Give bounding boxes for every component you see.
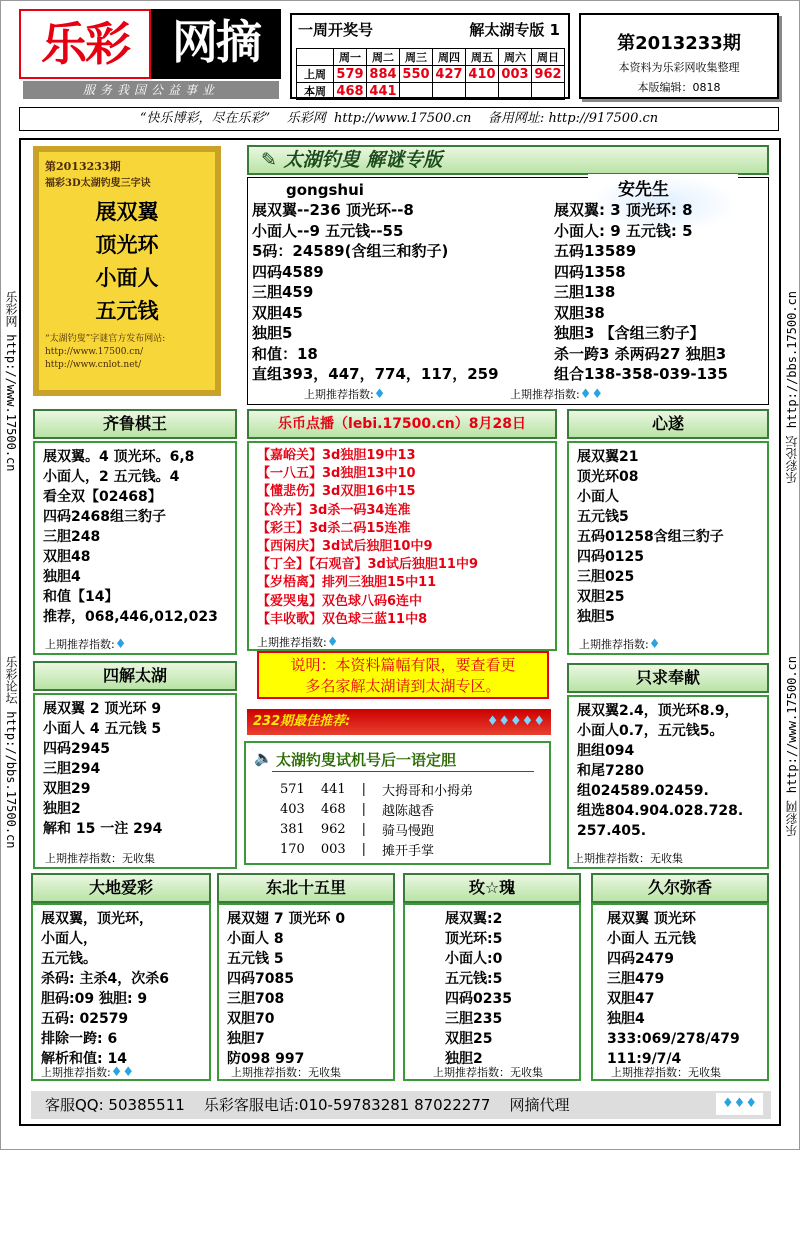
dadi-line: 展双翼，顶光环， [41, 911, 153, 927]
poster-site1[interactable]: http://www.17500.cn/ [45, 347, 144, 357]
meigui-line: 独胆2 [445, 1051, 483, 1067]
diamond-icon: ♦ [373, 387, 386, 402]
draw-number: 579 [334, 66, 367, 83]
anxiansheng-line: 杀一跨3 杀两码27 独胆3 [554, 344, 727, 363]
meigui-line: 展双翼:2 [445, 911, 503, 927]
weekly-draw-table [296, 48, 565, 100]
lebi-box [247, 441, 557, 651]
dadi-line: 小面人， [41, 931, 97, 947]
footer-phone: 乐彩客服电话:010-59783281 87022277 [203, 1096, 491, 1114]
banner-slogan: “快乐博彩，尽在乐彩” [139, 111, 271, 126]
anxiansheng-name: 安先生 [618, 180, 669, 200]
xinsui-line: 顶光环08 [577, 469, 639, 485]
logo [19, 9, 281, 79]
sijie-line: 独胆2 [43, 801, 81, 817]
collect-note: 本资料为乐彩网收集整理 [618, 61, 740, 74]
zhiqiu-hint: 上期推荐指数：无收集 [573, 852, 683, 865]
xinsui-line: 五元钱5 [577, 509, 629, 525]
xinsui-line: 五码01258含组三豹子 [577, 529, 724, 545]
anxiansheng-line: 三胆138 [554, 283, 616, 301]
draw-number: 884 [367, 66, 400, 83]
poster-line: 顶光环 [95, 232, 159, 257]
dongbei-line: 三胆708 [227, 991, 285, 1007]
draw-number: 962 [532, 66, 565, 83]
xinsui-line: 四码0125 [577, 549, 644, 565]
anxiansheng-line: 双胆38 [554, 303, 605, 322]
gongshui-hint: 上期推荐指数:♦ [304, 387, 386, 402]
gongshui-line: 四码4589 [252, 262, 324, 281]
issue-box [579, 13, 779, 99]
banner-backup-label: 备用网址: [487, 111, 545, 126]
dongbei-line: 四码7085 [227, 971, 294, 987]
logo-left: 乐彩 [19, 9, 151, 79]
dongbei-line: 防098 997 [227, 1051, 305, 1067]
anxiansheng-line: 展双翼: 3 顶光环: 8 [554, 201, 693, 219]
draw-number [400, 83, 433, 100]
jiuer-line: 111:9/7/4 [607, 1051, 682, 1067]
jiuer-line: 333:069/278/479 [607, 1031, 740, 1047]
xinsui-header: 心遂 [567, 409, 769, 439]
jiuer-line: 展双翼 顶光环 [607, 911, 696, 927]
poster-line: 展双翼 [95, 199, 159, 224]
weekday: 周四 [433, 49, 466, 66]
poster-publish-note: “太湖钓叟”字谜官方发布网站: [45, 334, 166, 344]
dadi-hint: 上期推荐指数:♦♦ [41, 1065, 135, 1080]
taihu-header [247, 145, 769, 175]
xinsui-line: 独胆5 [577, 609, 615, 625]
meigui-box [403, 903, 581, 1081]
qilu-hint: 上期推荐指数:♦ [45, 637, 127, 652]
side-left-bottom[interactable]: 乐彩论坛 http://bbs.17500.cn [4, 656, 18, 849]
side-left-top[interactable]: 乐彩网 http://www.17500.cn [4, 291, 18, 472]
jiuer-header: 久尔弥香 [591, 873, 769, 903]
lebi-header[interactable]: 乐币点播（lebi.17500.cn）8月28日 [247, 409, 557, 439]
taihu-title: 太湖钓叟 解谜专版 [283, 149, 443, 171]
sijie-line: 展双翼 2 顶光环 9 [43, 701, 162, 717]
dongbei-line: 展双翅 7 顶光环 0 [227, 911, 346, 927]
footer-qq: 客服QQ: 50385511 [45, 1096, 185, 1114]
sijie-line: 小面人 4 五元钱 5 [43, 721, 162, 737]
meigui-line: 三胆235 [445, 1011, 503, 1027]
lebi-line: 【丁全】【石观音】3d试后独胆11中9 [257, 557, 478, 573]
dongbei-hint: 上期推荐指数：无收集 [231, 1066, 341, 1079]
qilu-line: 和值【14】 [43, 589, 119, 605]
xinsui-line: 小面人 [577, 489, 619, 505]
editor: 本版编辑：0818 [637, 81, 721, 94]
draw-number: 441 [367, 83, 400, 100]
meigui-header: 玫☆瑰 [403, 873, 581, 903]
anxiansheng-line: 五码13589 [554, 242, 637, 260]
gongshui-line: 独胆5 [252, 324, 293, 342]
issue-number: 第2013233期 [617, 33, 741, 54]
qilu-line: 展双翼。4 顶光环。6,8 [43, 449, 195, 465]
zhiqiu-line: 257.405. [577, 823, 647, 839]
sijie-header: 四解太湖 [33, 661, 237, 691]
poster-issue: 第2013233期 [45, 160, 121, 173]
draw-number: 003 [499, 66, 532, 83]
sijie-line: 三胆294 [43, 761, 101, 777]
diamond-icon: ♦♦♦ [716, 1093, 763, 1115]
gongshui-name: gongshui [286, 181, 364, 199]
jiuer-line: 三胆479 [607, 971, 665, 987]
gongshui-line: 直组393，447，774，117，259 [252, 365, 499, 383]
draw-number [433, 83, 466, 100]
lebi-line: 【丰收歌】双色球三蓝11中8 [257, 611, 428, 627]
dongbei-box [217, 903, 395, 1081]
jiuer-line: 独胆4 [607, 1011, 645, 1027]
dongbei-line: 独胆7 [227, 1031, 265, 1047]
anxiansheng-line: 组合138-358-039-135 [554, 365, 728, 383]
dadi-line: 排除一跨: 6 [41, 1031, 118, 1047]
lebi-line: 【懂悲伤】3d双胆16中15 [257, 484, 416, 500]
zhiqiu-line: 胆组094 [577, 743, 635, 759]
anxiansheng-line: 独胆3 【含组三豹子】 [554, 324, 705, 342]
side-right-bottom[interactable]: 乐彩网 http://www.17500.cn [785, 656, 799, 837]
meigui-line: 小面人:0 [445, 951, 503, 967]
taihu-content [247, 177, 769, 405]
zhiqiu-line: 小面人0.7，五元钱5。 [577, 723, 724, 739]
sijie-line: 双胆29 [43, 781, 91, 797]
dongbei-line: 小面人 8 [227, 931, 284, 947]
trial-title: 太湖钓叟试机号后一语定胆 [276, 751, 457, 769]
diamond-icon: ♦♦ [579, 387, 604, 402]
gongshui-line: 三胆459 [252, 283, 314, 301]
sijie-line: 解和 15 一注 294 [43, 821, 163, 837]
banner-site-url[interactable]: http://www.17500.cn [333, 111, 472, 126]
lebi-hint: 上期推荐指数:♦ [257, 635, 339, 650]
xinsui-hint: 上期推荐指数:♦ [579, 637, 661, 652]
diamond-icon: ♦ [326, 635, 339, 650]
side-right-top[interactable]: 乐彩论坛 http://bbs.17500.cn [785, 291, 799, 484]
weekday: 周日 [532, 49, 565, 66]
xinsui-box [567, 441, 769, 655]
dadi-line: 胆码:09 独胆: 9 [41, 991, 148, 1007]
poster-subtitle: 福彩3D太湖钓叟三字诀 [45, 178, 151, 189]
lebi-line: 【爱哭鬼】双色球八码6连中 [257, 593, 423, 609]
sijie-line: 四码2945 [43, 741, 110, 757]
weekday: 周五 [466, 49, 499, 66]
anxiansheng-line: 小面人: 9 五元钱: 5 [554, 221, 693, 240]
gongshui-line: 小面人--9 五元钱--55 [252, 221, 404, 240]
qilu-line: 独胆4 [43, 569, 81, 585]
meigui-hint: 上期推荐指数：无收集 [433, 1066, 543, 1079]
zhiqiu-line: 组选804.904.028.728. [577, 803, 744, 819]
draw-number: 550 [400, 66, 433, 83]
best-label: 232期最佳推荐: [253, 714, 351, 729]
book-icon: ✎ [261, 149, 277, 171]
xinsui-line: 双胆25 [577, 589, 625, 605]
qilu-header: 齐鲁棋王 [33, 409, 237, 439]
zhiqiu-line: 组024589.02459. [577, 783, 709, 799]
sijie-hint: 上期推荐指数：无收集 [45, 852, 155, 865]
dongbei-line: 五元钱 5 [227, 951, 284, 967]
trial-box [244, 741, 551, 865]
anxiansheng-hint: 上期推荐指数:♦♦ [510, 387, 604, 402]
trial-table [272, 779, 481, 859]
week-title: 一周开奖号 [298, 21, 374, 39]
draw-number [532, 83, 565, 100]
jiuer-hint: 上期推荐指数：无收集 [611, 1066, 721, 1079]
jiuer-line: 四码2479 [607, 951, 674, 967]
diamond-icon: ♦ [114, 637, 127, 652]
speaker-icon: 🔈 [254, 749, 273, 767]
trial-divider [272, 771, 534, 772]
dongbei-header: 东北十五里 [217, 873, 395, 903]
logo-right: 网摘 [151, 9, 281, 79]
draw-number: 468 [334, 83, 367, 100]
gongshui-line: 双胆45 [252, 303, 303, 322]
qilu-line: 三胆248 [43, 529, 101, 545]
poster-line: 小面人 [95, 265, 159, 290]
zhiqiu-line: 展双翼2.4，顶光环8.9， [577, 703, 739, 719]
slogan: 服务我国公益事业 [23, 81, 279, 99]
dadi-header: 大地爱彩 [31, 873, 211, 903]
weekday: 周三 [400, 49, 433, 66]
draw-number [466, 83, 499, 100]
lebi-line: 【嘉峪关】3d独胆19中13 [257, 448, 416, 463]
footer-bar [31, 1091, 771, 1119]
anxiansheng-line: 四码1358 [554, 262, 626, 281]
qilu-line: 看全双【02468】 [43, 489, 162, 505]
qilu-line: 四码2468组三豹子 [43, 509, 166, 525]
meigui-line: 顶光环:5 [445, 931, 503, 947]
last-week-label: 上周 [297, 66, 334, 83]
banner-backup-url[interactable]: http://917500.cn [548, 111, 659, 126]
banner-site-name: 乐彩网 [286, 111, 326, 126]
footer-agent[interactable]: 网摘代理 [509, 1096, 570, 1114]
meigui-line: 四码0235 [445, 991, 512, 1007]
zhiqiu-header: 只求奉献 [567, 663, 769, 693]
dadi-line: 五码: 02579 [41, 1011, 129, 1027]
dadi-line: 解析和值: 14 [41, 1051, 127, 1067]
gongshui-line: 和值：18 [252, 344, 318, 363]
lebi-line: 【一八五】3d独胆13中10 [257, 466, 416, 482]
lebi-line: 【西闲庆】3d试后独胆10中9 [257, 539, 433, 555]
lebi-line: 【岁梧离】排列三独胆15中11 [257, 575, 437, 591]
jiuer-line: 双胆47 [607, 991, 655, 1007]
qilu-line: 推荐，068,446,012,023 [43, 609, 218, 625]
note-line: 说明：本资料篇幅有限，要查看更 [290, 656, 516, 674]
dadi-box [31, 903, 211, 1081]
poster-line: 五元钱 [95, 298, 159, 323]
dadi-line: 五元钱。 [41, 951, 97, 967]
weekly-draw-box [290, 13, 570, 99]
xinsui-line: 展双翼21 [577, 449, 639, 465]
this-week-label: 本周 [297, 83, 334, 100]
gongshui-line: 展双翼--236 顶光环--8 [252, 201, 414, 219]
weekday: 周六 [499, 49, 532, 66]
xinsui-line: 三胆025 [577, 569, 635, 585]
weekday: 周二 [367, 49, 400, 66]
weekday: 周一 [334, 49, 367, 66]
poster-site2[interactable]: http://www.cnlot.net/ [45, 360, 142, 370]
meigui-line: 五元钱:5 [445, 971, 503, 987]
diamond-icon: ♦♦♦♦♦ [486, 714, 545, 729]
zhiqiu-line: 和尾7280 [577, 763, 644, 779]
dongbei-line: 双胆70 [227, 1011, 275, 1027]
edition-title: 解太湖专版 1 [469, 21, 560, 39]
draw-number [499, 83, 532, 100]
best-recommend-bar [247, 709, 551, 735]
lebi-line: 【冷卉】3d杀一码34连准 [257, 502, 411, 518]
qilu-box [33, 441, 237, 655]
taihu-poster [33, 146, 221, 396]
trial-row: 381 962 | 骑马慢跑 [280, 821, 435, 839]
gongshui-line: 5码：24589(含组三和豹子) [252, 242, 449, 260]
jiuer-line: 小面人 五元钱 [607, 931, 696, 947]
trial-row: 403 468 | 越陈越香 [280, 801, 435, 819]
meigui-line: 双胆25 [445, 1031, 493, 1047]
note-box [257, 651, 549, 699]
dadi-line: 杀码: 主杀4，次杀6 [41, 971, 169, 987]
note-line: 多名家解太湖请到太湖专区。 [305, 677, 501, 695]
diamond-icon: ♦ [648, 637, 661, 652]
qilu-line: 双胆48 [43, 549, 91, 565]
draw-number: 410 [466, 66, 499, 83]
zhiqiu-box [567, 695, 769, 869]
sijie-box [33, 693, 237, 869]
trial-row: 170 003 | 摊开手掌 [280, 841, 435, 859]
draw-number: 427 [433, 66, 466, 83]
lebi-line: 【彩王】3d杀二码15连准 [257, 520, 411, 536]
diamond-icon: ♦♦ [110, 1065, 135, 1080]
trial-row: 571 441 | 大拇哥和小拇弟 [280, 781, 474, 799]
jiuer-box [591, 903, 769, 1081]
qilu-line: 小面人，2 五元钱。4 [43, 469, 180, 485]
site-banner [19, 107, 779, 131]
